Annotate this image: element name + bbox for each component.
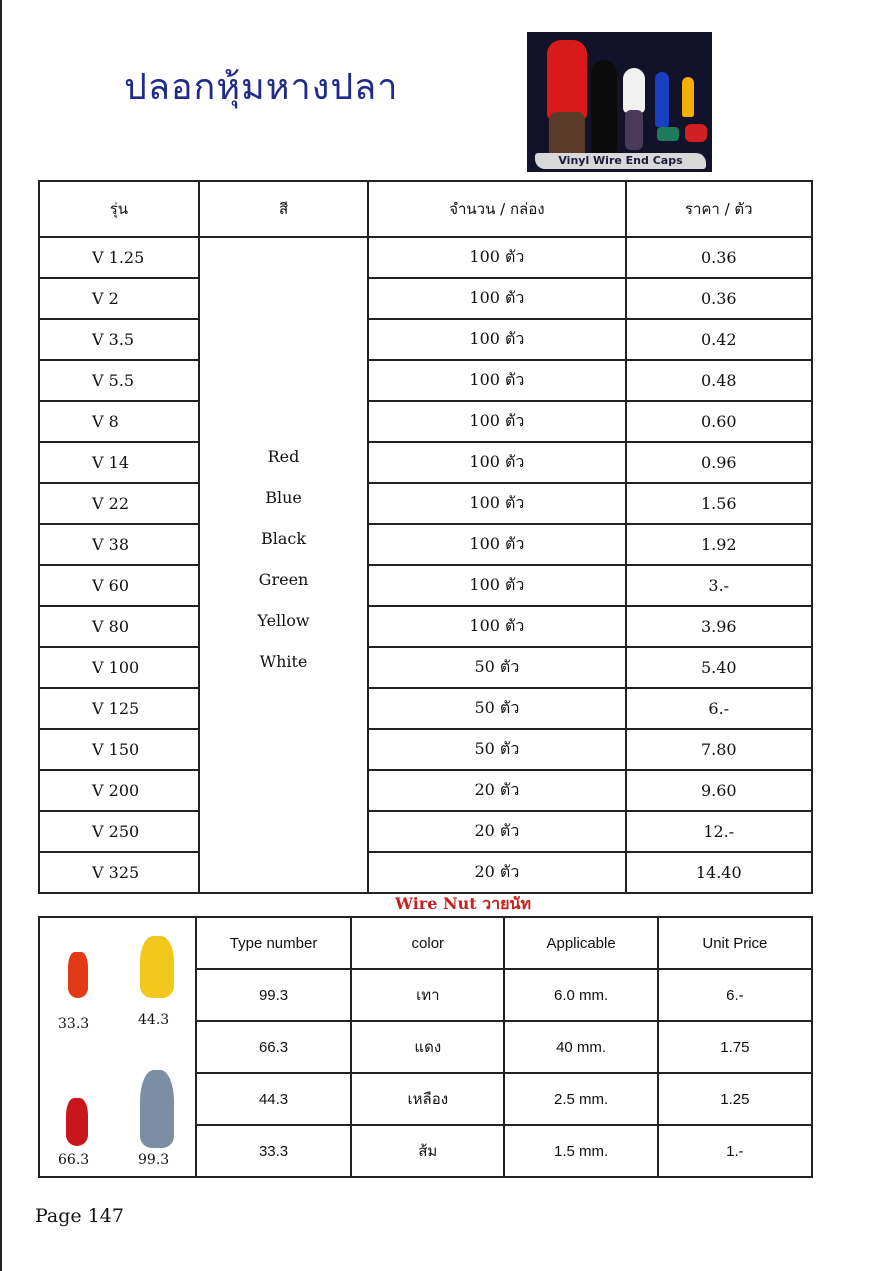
- header-wire-nut-color: color: [351, 917, 504, 969]
- header-color: สี: [199, 181, 369, 237]
- unit-price-cell: 1.75: [658, 1021, 812, 1073]
- gray-wire-nut-image: [140, 1070, 174, 1148]
- table-row: [39, 852, 812, 893]
- price-cell: 14.40: [626, 852, 813, 893]
- quantity-cell: 100 ตัว: [368, 237, 625, 278]
- price-cell: 1.92: [626, 524, 813, 565]
- quantity-cell: 100 ตัว: [368, 319, 625, 360]
- color-value-cell: ส้ม: [351, 1125, 504, 1177]
- model-cell: V 3.5: [39, 319, 199, 360]
- red-wire-nut-image: [66, 1098, 88, 1146]
- quantity-cell: 50 ตัว: [368, 647, 625, 688]
- price-cell: 0.60: [626, 401, 813, 442]
- table-header-row: [39, 181, 812, 237]
- small-red-cap-shape: [685, 124, 707, 142]
- applicable-cell: 2.5 mm.: [504, 1073, 657, 1125]
- yellow-cap-shape: [682, 77, 694, 117]
- quantity-cell: 100 ตัว: [368, 442, 625, 483]
- table-row: [39, 278, 812, 319]
- table-row: [39, 442, 812, 483]
- model-cell: V 200: [39, 770, 199, 811]
- model-cell: V 38: [39, 524, 199, 565]
- table-row: [39, 524, 812, 565]
- price-cell: 3.-: [626, 565, 813, 606]
- table-row: [39, 688, 812, 729]
- orange-wire-nut-image: [68, 952, 88, 998]
- price-cell: 0.36: [626, 278, 813, 319]
- green-cap-shape: [657, 127, 679, 141]
- type-cell: 33.3: [196, 1125, 351, 1177]
- applicable-cell: 6.0 mm.: [504, 969, 657, 1021]
- price-cell: 7.80: [626, 729, 813, 770]
- unit-price-cell: 6.-: [658, 969, 812, 1021]
- model-cell: V 100: [39, 647, 199, 688]
- price-cell: 0.36: [626, 237, 813, 278]
- price-cell: 0.96: [626, 442, 813, 483]
- product-photo: [527, 32, 712, 172]
- color-value-cell: แดง: [351, 1021, 504, 1073]
- table-row: [39, 565, 812, 606]
- model-cell: V 22: [39, 483, 199, 524]
- price-cell: 3.96: [626, 606, 813, 647]
- dark-cap-shape: [625, 110, 643, 150]
- image-label-33-3: 33.3: [58, 1016, 90, 1032]
- quantity-cell: 20 ตัว: [368, 770, 625, 811]
- page-title: ปลอกหุ้มหางปลา: [124, 67, 399, 108]
- table-row: [39, 729, 812, 770]
- color-red: Red: [267, 447, 300, 466]
- model-cell: V 250: [39, 811, 199, 852]
- model-cell: V 125: [39, 688, 199, 729]
- price-cell: 9.60: [626, 770, 813, 811]
- price-cell: 12.-: [626, 811, 813, 852]
- color-black: Black: [260, 529, 307, 548]
- wire-nut-images: [39, 917, 196, 1177]
- wire-nut-table: [38, 916, 813, 1178]
- applicable-cell: 1.5 mm.: [504, 1125, 657, 1177]
- quantity-cell: 100 ตัว: [368, 606, 625, 647]
- table-row: [39, 647, 812, 688]
- color-yellow: Yellow: [257, 611, 310, 630]
- price-cell: 1.56: [626, 483, 813, 524]
- end-caps-table: [38, 180, 813, 894]
- unit-price-cell: 1.25: [658, 1073, 812, 1125]
- image-label-44-3: 44.3: [138, 1012, 170, 1028]
- color-value-cell: เหลือง: [351, 1073, 504, 1125]
- color-white: White: [259, 652, 308, 671]
- image-label-66-3: 66.3: [58, 1152, 90, 1168]
- model-cell: V 2: [39, 278, 199, 319]
- table-row: [39, 770, 812, 811]
- table-row: [39, 483, 812, 524]
- model-cell: V 1.25: [39, 237, 199, 278]
- quantity-cell: 100 ตัว: [368, 401, 625, 442]
- applicable-cell: 40 mm.: [504, 1021, 657, 1073]
- header-unit-price: Unit Price: [658, 917, 812, 969]
- yellow-wire-nut-image: [140, 936, 174, 998]
- table-row: [39, 401, 812, 442]
- quantity-cell: 100 ตัว: [368, 524, 625, 565]
- model-cell: V 8: [39, 401, 199, 442]
- table-row: [39, 606, 812, 647]
- white-cap-shape: [623, 68, 645, 113]
- model-cell: V 325: [39, 852, 199, 893]
- header-price: ราคา / ตัว: [626, 181, 813, 237]
- quantity-cell: 100 ตัว: [368, 483, 625, 524]
- color-cell: [199, 237, 369, 893]
- price-cell: 0.42: [626, 319, 813, 360]
- header-model: รุ่น: [39, 181, 199, 237]
- page-left-edge: [0, 0, 2, 1271]
- page-number: Page 147: [35, 1205, 124, 1227]
- price-cell: 5.40: [626, 647, 813, 688]
- quantity-cell: 50 ตัว: [368, 688, 625, 729]
- table-row: [39, 237, 812, 278]
- quantity-cell: 20 ตัว: [368, 852, 625, 893]
- blue-cap-shape: [655, 72, 669, 127]
- model-cell: V 80: [39, 606, 199, 647]
- model-cell: V 14: [39, 442, 199, 483]
- price-cell: 0.48: [626, 360, 813, 401]
- table-row: [39, 811, 812, 852]
- quantity-cell: 50 ตัว: [368, 729, 625, 770]
- model-cell: V 150: [39, 729, 199, 770]
- model-cell: V 60: [39, 565, 199, 606]
- color-blue: Blue: [265, 488, 302, 507]
- color-value-cell: เทา: [351, 969, 504, 1021]
- header-type-number: Type number: [196, 917, 351, 969]
- model-cell: V 5.5: [39, 360, 199, 401]
- quantity-cell: 100 ตัว: [368, 565, 625, 606]
- header-applicable: Applicable: [504, 917, 657, 969]
- color-green: Green: [258, 570, 309, 589]
- quantity-cell: 100 ตัว: [368, 360, 625, 401]
- red-cap-shape: [547, 40, 587, 120]
- type-cell: 44.3: [196, 1073, 351, 1125]
- black-cap-shape: [591, 60, 617, 155]
- table-row: [39, 319, 812, 360]
- quantity-cell: 100 ตัว: [368, 278, 625, 319]
- quantity-cell: 20 ตัว: [368, 811, 625, 852]
- type-cell: 66.3: [196, 1021, 351, 1073]
- price-cell: 6.-: [626, 688, 813, 729]
- unit-price-cell: 1.-: [658, 1125, 812, 1177]
- header-quantity: จำนวน / กล่อง: [368, 181, 625, 237]
- table-row: [39, 360, 812, 401]
- image-label-99-3: 99.3: [138, 1152, 170, 1168]
- wire-nut-header-row: [39, 917, 812, 969]
- wire-nut-title: Wire Nut วายนัท: [395, 894, 531, 913]
- photo-caption: Vinyl Wire End Caps: [535, 153, 706, 169]
- type-cell: 99.3: [196, 969, 351, 1021]
